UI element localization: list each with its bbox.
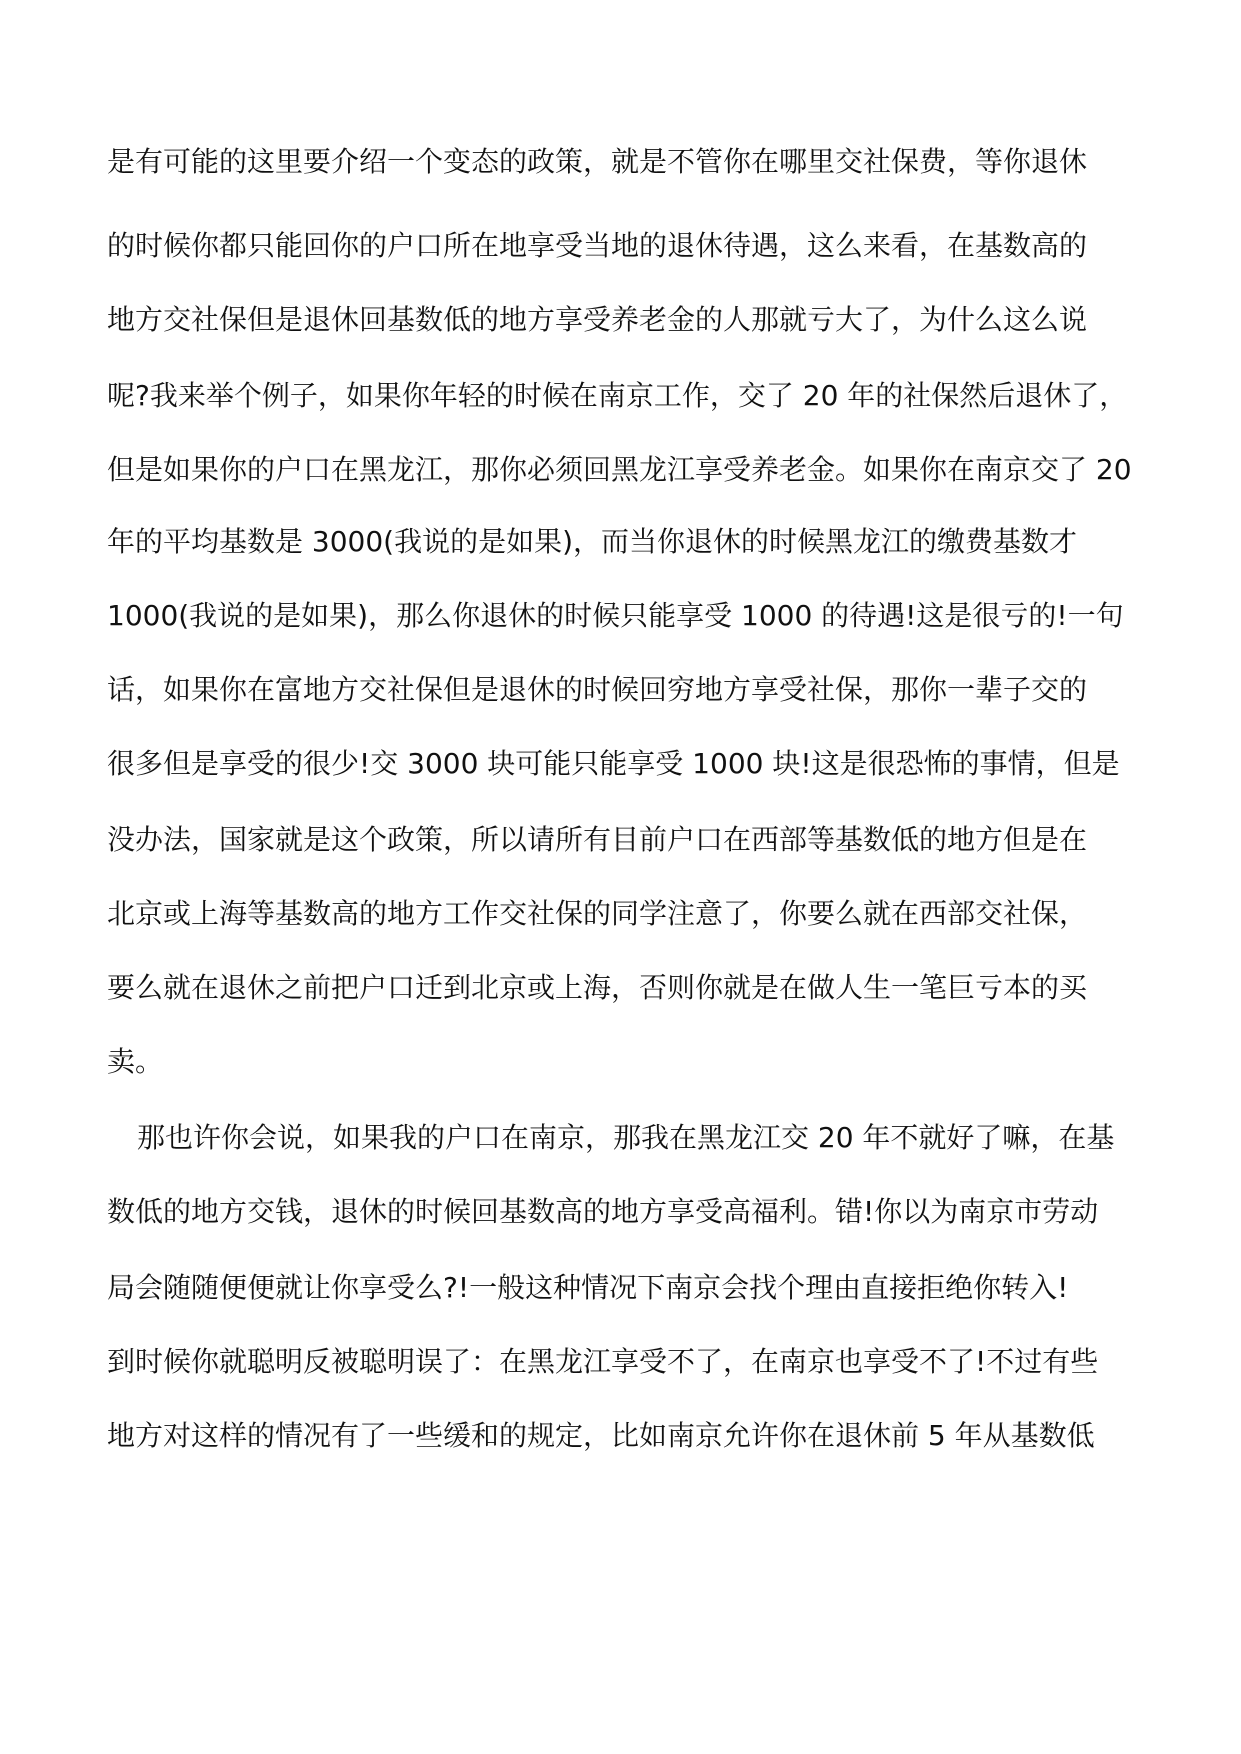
text-line: 到时候你就聪明反被聪明误了：在黑龙江享受不了，在南京也享受不了!不过有些 [107, 1345, 1099, 1378]
text-line: 卖。 [107, 1045, 164, 1078]
text-line: 呢?我来举个例子，如果你年轻的时候在南京工作，交了 20 年的社保然后退休了， [107, 379, 1128, 412]
text-line: 但是如果你的户口在黑龙江，那你必须回黑龙江享受养老金。如果你在南京交了 20 [107, 453, 1132, 486]
text-line: 局会随随便便就让你享受么?!一般这种情况下南京会找个理由直接拒绝你转入! [107, 1271, 1069, 1304]
text-line: 1000(我说的是如果)，那么你退休的时候只能享受 1000 的待遇!这是很亏的!一句 [107, 599, 1124, 632]
text-line: 是有可能的这里要介绍一个变态的政策，就是不管你在哪里交社保费，等你退休 [107, 145, 1088, 178]
text-line: 地方交社保但是退休回基数低的地方享受养老金的人那就亏大了，为什么这么说 [107, 303, 1088, 336]
text-line: 很多但是享受的很少!交 3000 块可能只能享受 1000 块!这是很恐怖的事情，但是 [107, 747, 1120, 780]
text-line: 的时候你都只能回你的户口所在地享受当地的退休待遇，这么来看，在基数高的 [107, 229, 1088, 262]
text-line: 那也许你会说，如果我的户口在南京，那我在黑龙江交 20 年不就好了嘛，在基 [137, 1121, 1115, 1154]
text-line: 年的平均基数是 3000(我说的是如果)，而当你退休的时候黑龙江的缴费基数才 [107, 525, 1078, 558]
text-line: 要么就在退休之前把户口迁到北京或上海，否则你就是在做人生一笔巨亏本的买 [107, 971, 1088, 1004]
text-line: 地方对这样的情况有了一些缓和的规定，比如南京允许你在退休前 5 年从基数低 [107, 1419, 1095, 1452]
text-line: 数低的地方交钱，退休的时候回基数高的地方享受高福利。错!你以为南京市劳动 [107, 1195, 1099, 1228]
text-line: 话，如果你在富地方交社保但是退休的时候回穷地方享受社保，那你一辈子交的 [107, 673, 1088, 706]
text-line: 北京或上海等基数高的地方工作交社保的同学注意了，你要么就在西部交社保， [107, 897, 1088, 930]
text-line: 没办法，国家就是这个政策，所以请所有目前户口在西部等基数低的地方但是在 [107, 823, 1088, 856]
